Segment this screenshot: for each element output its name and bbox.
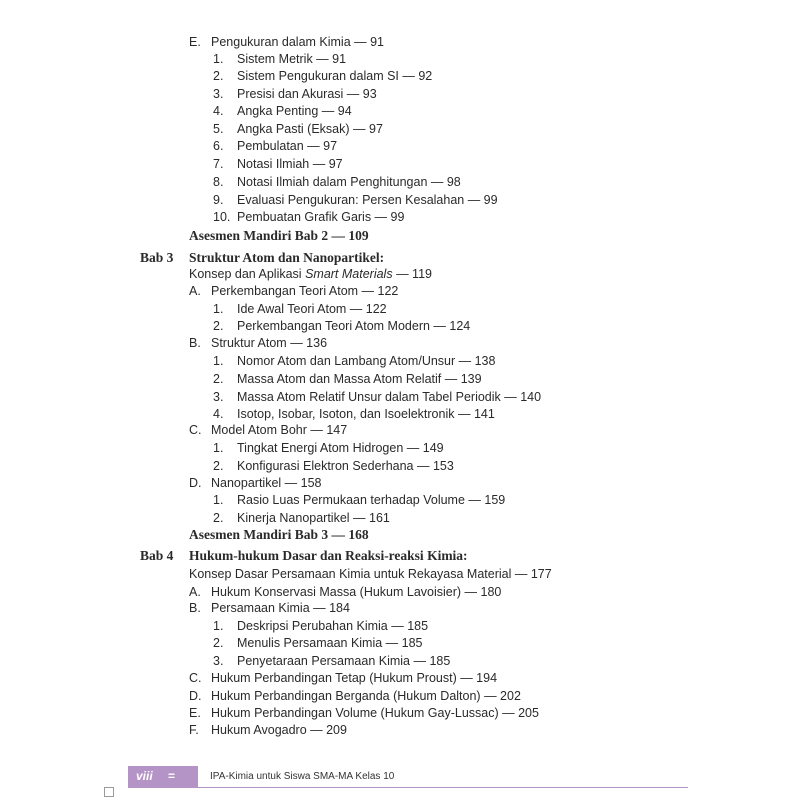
section-d-heading [189,475,321,491]
item-number: 8. [213,175,224,189]
item-text: Rasio Luas Permukaan terhadap Volume — 159 [237,493,506,507]
item-text: Pembuatan Grafik Garis — 99 [237,210,405,224]
section-c-heading [189,670,497,686]
section-letter: B. [189,601,201,615]
section-c-heading [189,422,347,438]
item-number: 1. [213,619,224,633]
section-letter: D. [189,476,202,490]
list-item [213,353,495,369]
section-a-heading [189,283,398,299]
list-item [213,174,461,190]
item-number: 1. [213,493,224,507]
item-text: Presisi dan Akurasi — 93 [237,87,377,101]
list-item [213,192,498,208]
page-number: viii [136,769,153,783]
list-item [213,389,541,405]
corner-mark-icon [104,787,114,797]
subtitle-text: Konsep dan Aplikasi [189,267,306,281]
item-text: Tingkat Energi Atom Hidrogen — 149 [237,441,444,455]
section-title: Hukum Perbandingan Volume (Hukum Gay-Lussac) — 205 [211,706,539,720]
item-number: 3. [213,654,224,668]
section-b-heading [189,335,327,351]
section-letter: A. [189,284,201,298]
list-item [213,121,383,137]
list-item [213,653,450,669]
item-text: Massa Atom Relatif Unsur dalam Tabel Periodik — 140 [237,390,542,404]
asesmen-bab-2: Asesmen Mandiri Bab 2 — 109 [189,228,369,243]
list-item [213,51,346,67]
chapter-subtitle: Konsep Dasar Persamaan Kimia untuk Rekayasa Material — 177 [189,567,552,581]
item-number: 3. [213,390,224,404]
footer-separator: = [168,769,176,783]
item-text: Deskripsi Perubahan Kimia — 185 [237,619,429,633]
section-title: Nanopartikel — 158 [211,476,322,490]
subtitle-page: — 119 [392,267,432,281]
list-item [213,406,495,422]
item-number: 5. [213,122,224,136]
section-title: Persamaan Kimia — 184 [211,601,350,615]
chapter-label: Bab 4 [140,548,174,563]
section-b-heading [189,600,350,616]
section-title: Hukum Perbandingan Berganda (Hukum Dalton) — 202 [211,689,521,703]
chapter-title: Struktur Atom dan Nanopartikel: [189,250,385,265]
item-text: Ide Awal Teori Atom — 122 [237,302,387,316]
item-number: 7. [213,157,224,171]
item-text: Perkembangan Teori Atom Modern — 124 [237,319,471,333]
item-number: 2. [213,69,224,83]
item-text: Nomor Atom dan Lambang Atom/Unsur — 138 [237,354,496,368]
list-item [213,371,482,387]
item-text: Angka Pasti (Eksak) — 97 [237,122,383,136]
chapter-label: Bab 3 [140,250,174,265]
section-e-heading [189,705,539,721]
section-d-heading [189,688,521,704]
section-letter: A. [189,585,201,599]
item-number: 1. [213,302,224,316]
section-title: Pengukuran dalam Kimia — 91 [211,35,385,49]
section-title: Hukum Konservasi Massa (Hukum Lavoisier) — 180 [211,585,502,599]
section-letter: C. [189,423,202,437]
section-title: Struktur Atom — 136 [211,336,328,350]
list-item [213,510,390,526]
list-item [213,301,387,317]
section-title: Perkembangan Teori Atom — 122 [211,284,399,298]
item-number: 2. [213,636,224,650]
item-text: Pembulatan — 97 [237,139,338,153]
list-item [213,492,505,508]
section-letter: F. [189,723,199,737]
section-title: Hukum Perbandingan Tetap (Hukum Proust) — 194 [211,671,498,685]
item-text: Sistem Pengukuran dalam SI — 92 [237,69,433,83]
chapter-subtitle [189,266,432,282]
section-title: Hukum Avogadro — 209 [211,723,347,737]
page-footer [128,766,688,788]
section-letter: B. [189,336,201,350]
item-text: Notasi Ilmiah — 97 [237,157,343,171]
list-item [213,68,432,84]
section-a-heading [189,584,501,600]
item-text: Sistem Metrik — 91 [237,52,347,66]
list-item [213,318,470,334]
chapter-title: Hukum-hukum Dasar dan Reaksi-reaksi Kimia: [189,548,468,563]
item-number: 4. [213,104,224,118]
section-e-heading [189,34,384,50]
item-text: Isotop, Isobar, Isoton, dan Isoelektronik — 141 [237,407,495,421]
item-text: Notasi Ilmiah dalam Penghitungan — 98 [237,175,461,189]
asesmen-bab-3: Asesmen Mandiri Bab 3 — 168 [189,527,369,542]
section-f-heading [189,722,347,738]
list-item [213,458,454,474]
item-number: 1. [213,354,224,368]
item-number: 2. [213,459,224,473]
list-item [213,440,444,456]
book-title: IPA-Kimia untuk Siswa SMA-MA Kelas 10 [210,771,395,782]
item-number: 2. [213,372,224,386]
section-title: Model Atom Bohr — 147 [211,423,348,437]
item-text: Kinerja Nanopartikel — 161 [237,511,390,525]
item-text: Penyetaraan Persamaan Kimia — 185 [237,654,451,668]
section-letter: C. [189,671,202,685]
item-number: 2. [213,511,224,525]
footer-rule [198,787,688,788]
section-letter: E. [189,706,201,720]
item-number: 9. [213,193,224,207]
item-number: 4. [213,407,224,421]
item-text: Massa Atom dan Massa Atom Relatif — 139 [237,372,482,386]
list-item [213,618,428,634]
list-item [213,86,377,102]
list-item [213,156,343,172]
item-text: Angka Penting — 94 [237,104,352,118]
item-number: 1. [213,52,224,66]
subtitle-emphasis: Smart Materials [305,267,393,281]
item-text: Evaluasi Pengukuran: Persen Kesalahan — 99 [237,193,498,207]
list-item [213,138,337,154]
list-item [213,103,352,119]
item-text: Menulis Persamaan Kimia — 185 [237,636,423,650]
section-letter: E. [189,35,201,49]
item-text: Konfigurasi Elektron Sederhana — 153 [237,459,454,473]
item-number: 1. [213,441,224,455]
section-letter: D. [189,689,202,703]
list-item [213,635,423,651]
item-number: 2. [213,319,224,333]
list-item [213,209,404,225]
item-number: 3. [213,87,224,101]
item-number: 10. [213,210,231,224]
item-number: 6. [213,139,224,153]
